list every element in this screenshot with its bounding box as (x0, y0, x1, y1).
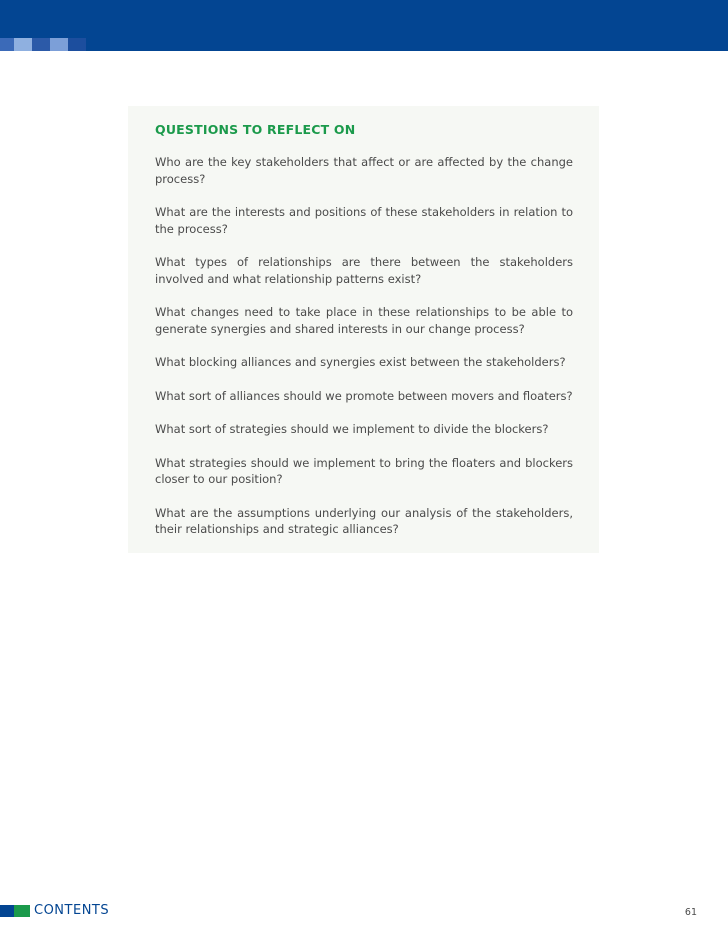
decor-square (68, 38, 86, 51)
decor-square (14, 38, 32, 51)
reflection-questions-box (128, 106, 599, 553)
question-item: What blocking alliances and synergies exist between the stakeholders? (155, 355, 566, 369)
header-bar (0, 0, 728, 51)
box-heading: QUESTIONS TO REFLECT ON (155, 122, 356, 137)
page-number: 61 (684, 907, 697, 918)
decor-square (14, 905, 30, 917)
decor-square (0, 38, 14, 51)
question-item: What sort of alliances should we promote between movers and floaters? (155, 388, 573, 403)
contents-link[interactable]: CONTENTS (34, 903, 110, 918)
decor-square (0, 905, 14, 917)
question-item: Who are the key stakeholders that affect or are affected by the change process? (155, 155, 573, 186)
question-item: What strategies should we implement to bring the floaters and blockers closer to our position? (155, 455, 573, 486)
decor-square (50, 38, 68, 51)
reflection-questions-content (155, 122, 573, 555)
question-item: What are the interests and positions of these stakeholders in relation to the process? (155, 205, 573, 236)
question-item: What types of relationships are there between the stakeholders involved and what relationship patterns exist? (155, 255, 573, 286)
question-item: What are the assumptions underlying our analysis of the stakeholders, their relationships and strategic alliances? (155, 505, 573, 536)
decor-square (32, 38, 50, 51)
question-item: What changes need to take place in these relationships to be able to generate synergies and shared interests in our change process? (155, 305, 573, 336)
question-item: What sort of strategies should we implement to divide the blockers? (155, 422, 549, 436)
